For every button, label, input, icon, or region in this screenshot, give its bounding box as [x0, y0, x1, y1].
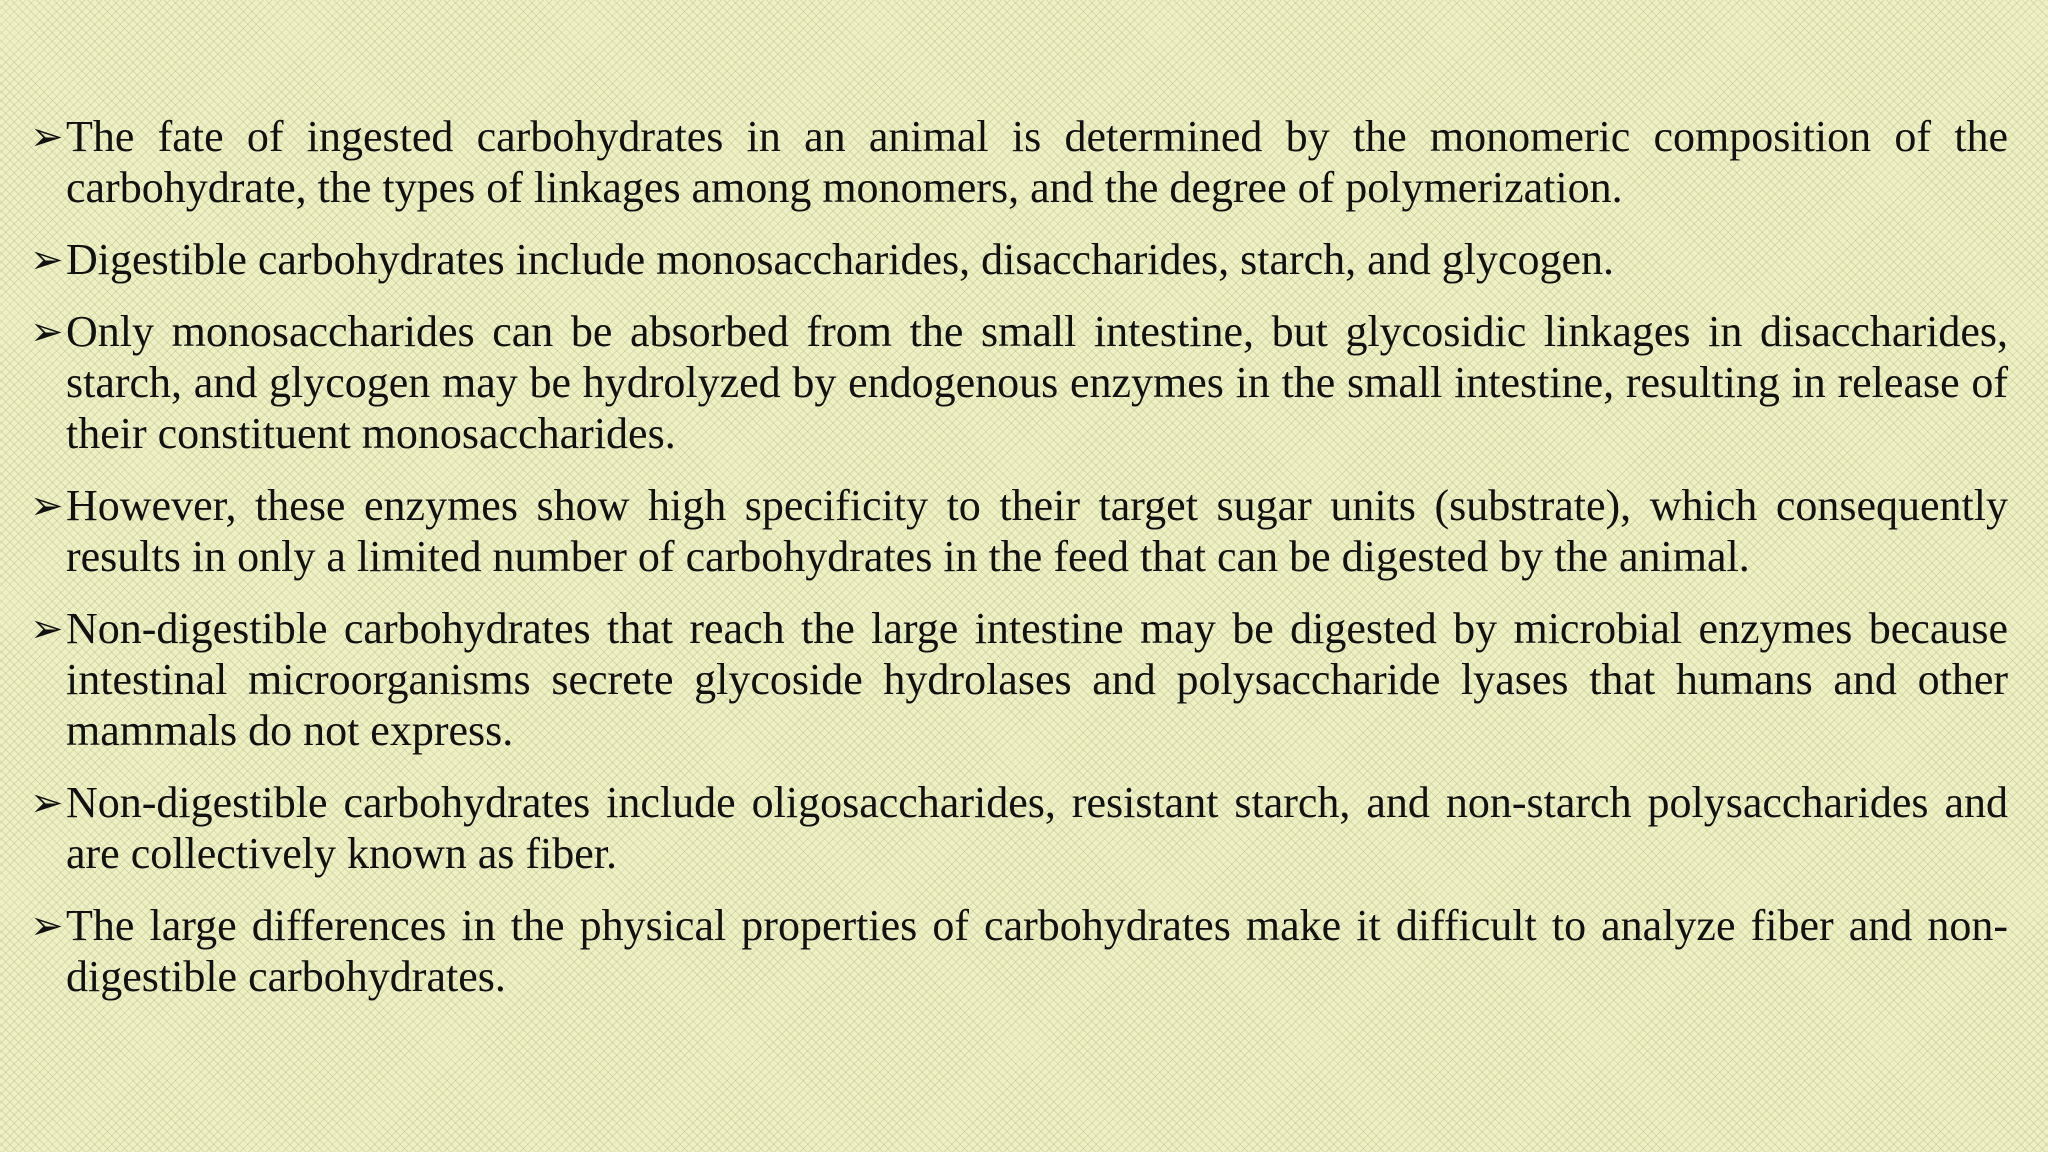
bullet-text: The large differences in the physical properties of carbohydrates make it difficult to analyze fiber and non-digestible carbohydrates.: [66, 901, 2008, 1001]
arrow-bullet-icon: ➢: [30, 309, 64, 354]
bullet-text: Non-digestible carbohydrates that reach the large intestine may be digested by microbial enzymes because intestinal microorganisms secrete glycoside hydrolases and polysaccharide lyases that humans and other mammals do not express.: [66, 604, 2008, 755]
arrow-bullet-icon: ➢: [30, 780, 64, 825]
bullet-item: [30, 306, 2008, 459]
bullet-text: Non-digestible carbohydrates include oligosaccharides, resistant starch, and non-starch polysaccharides and are collectively known as fiber.: [66, 778, 2008, 878]
bullet-item: [30, 234, 2008, 285]
bullet-text: Only monosaccharides can be absorbed from the small intestine, but glycosidic linkages in disaccharides, starch, and glycogen may be hydrolyzed by endogenous enzymes in the small intestine, resulting in release of their constituent monosaccharides.: [66, 307, 2008, 458]
bullet-item: [30, 111, 2008, 213]
bullet-text: Digestible carbohydrates include monosaccharides, disaccharides, starch, and glycogen.: [66, 235, 1614, 284]
arrow-bullet-icon: ➢: [30, 483, 64, 528]
bullet-text: The fate of ingested carbohydrates in an animal is determined by the monomeric composition of the carbohydrate, the types of linkages among monomers, and the degree of polymerization.: [66, 112, 2008, 212]
arrow-bullet-icon: ➢: [30, 606, 64, 651]
arrow-bullet-icon: ➢: [30, 114, 64, 159]
bullet-text: However, these enzymes show high specificity to their target sugar units (substrate), which consequently results in only a limited number of carbohydrates in the feed that can be digested by the animal.: [66, 481, 2008, 581]
bullet-item: [30, 777, 2008, 879]
bullet-item: [30, 480, 2008, 582]
bullet-list: [30, 111, 2008, 1023]
bullet-item: [30, 603, 2008, 756]
arrow-bullet-icon: ➢: [30, 237, 64, 282]
bullet-item: [30, 900, 2008, 1002]
arrow-bullet-icon: ➢: [30, 903, 64, 948]
